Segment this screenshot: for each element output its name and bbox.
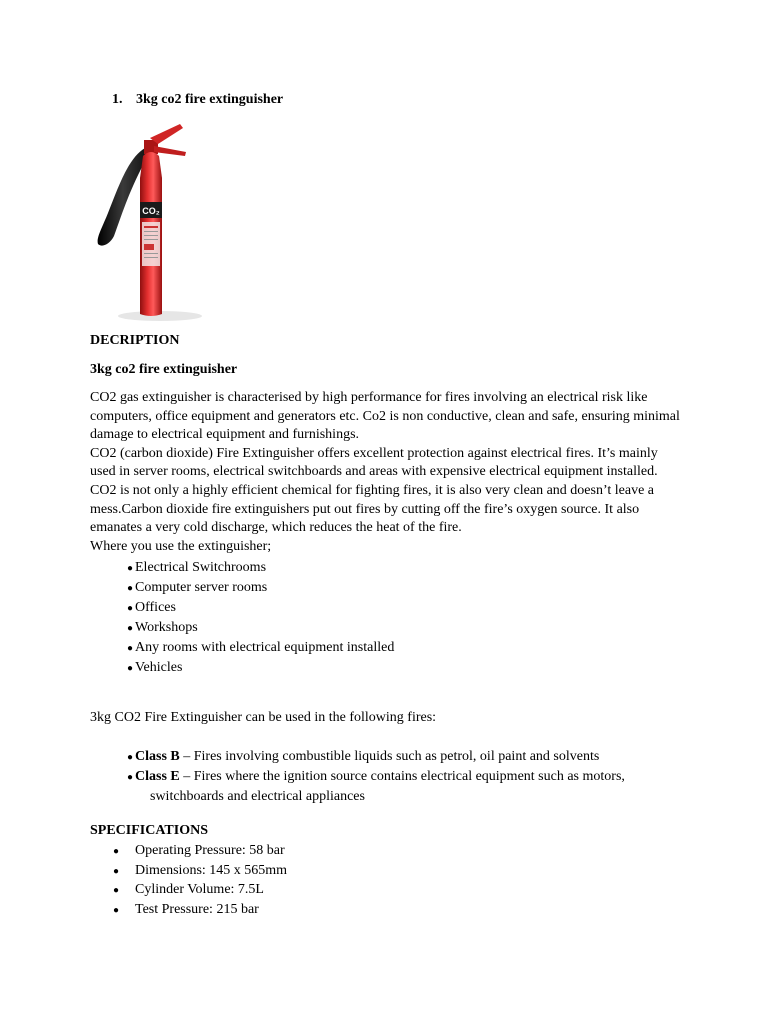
co2-extinguisher-image [88,118,218,323]
bullet-icon: ● [127,623,134,634]
paragraph-line: computers, office equipment and generators etc. Co2 is non conductive, clean and safe, ensuring minimal [90,408,680,424]
list-item-continuation: switchboards and electrical appliances [150,789,365,804]
bullet-icon: ● [127,583,134,594]
bullet-icon: ● [113,885,120,896]
paragraph-line: damage to electrical equipment and furnishings. [90,427,360,443]
list-item: ● Vehicles [127,658,394,678]
paragraph-line: mess.Carbon dioxide fire extinguishers put out fires by cutting off the fire’s oxygen source. It also [90,501,640,517]
specifications-list [113,842,287,920]
fires-intro: 3kg CO2 Fire Extinguisher can be used in the following fires: [90,710,437,725]
paragraph-line: CO2 (carbon dioxide) Fire Extinguisher offers excellent protection against electrical fires. It’s mainly [90,445,658,461]
description-heading: DECRIPTION [90,333,180,348]
list-item: ● Operating Pressure: 58 bar [113,842,287,862]
paragraph-line: CO2 gas extinguisher is characterised by high performance for fires involving an electrical risk like [90,390,648,405]
co2-label: CO₂ [142,206,160,216]
bullet-icon: ● [127,563,134,574]
product-heading [112,92,283,108]
list-item: ● Dimensions: 145 x 565mm [113,862,287,882]
class-name: Class E [135,769,180,784]
list-item: ● Class B – Fires involving combustible liquids such as petrol, oil paint and solvents [127,747,625,767]
fire-classes-list [127,747,625,806]
list-item: ● Class E – Fires where the ignition source contains electrical equipment such as motors, [127,767,625,787]
list-item: ● Computer server rooms [127,578,394,598]
list-item: ● Any rooms with electrical equipment installed [127,638,394,658]
heading-title: 3kg co2 fire extinguisher [136,92,284,107]
bullet-icon: ● [127,772,134,783]
bullet-icon: ● [127,663,134,674]
list-item: ● Workshops [127,618,394,638]
bullet-icon: ● [127,643,134,654]
uses-list [127,558,394,678]
list-item: ● Cylinder Volume: 7.5L [113,881,287,901]
bullet-icon: ● [113,904,120,916]
heading-number: 1. [112,92,123,107]
bullet-icon: ● [113,846,120,857]
specifications-heading: SPECIFICATIONS [90,823,208,838]
paragraph-line: CO2 is not only a highly efficient chemical for fighting fires, it is also very clean and doesn’t leave a [90,482,654,498]
paragraph-line: Where you use the extinguisher; [90,538,272,554]
class-name: Class B [135,749,180,764]
bullet-icon: ● [113,865,120,877]
list-item: ● Test Pressure: 215 bar [113,901,287,921]
description-paragraph [90,389,690,556]
paragraph-line: emanates a very cold discharge, which reduces the heat of the fire. [90,520,462,536]
list-item: ● Electrical Switchrooms [127,558,394,578]
list-item: ● Offices [127,598,394,618]
product-name: 3kg co2 fire extinguisher [90,362,238,377]
bullet-icon: ● [127,752,134,763]
paragraph-line: used in server rooms, electrical switchboards and areas with expensive electrical equipment installed. [90,464,658,480]
bullet-icon: ● [127,603,134,614]
